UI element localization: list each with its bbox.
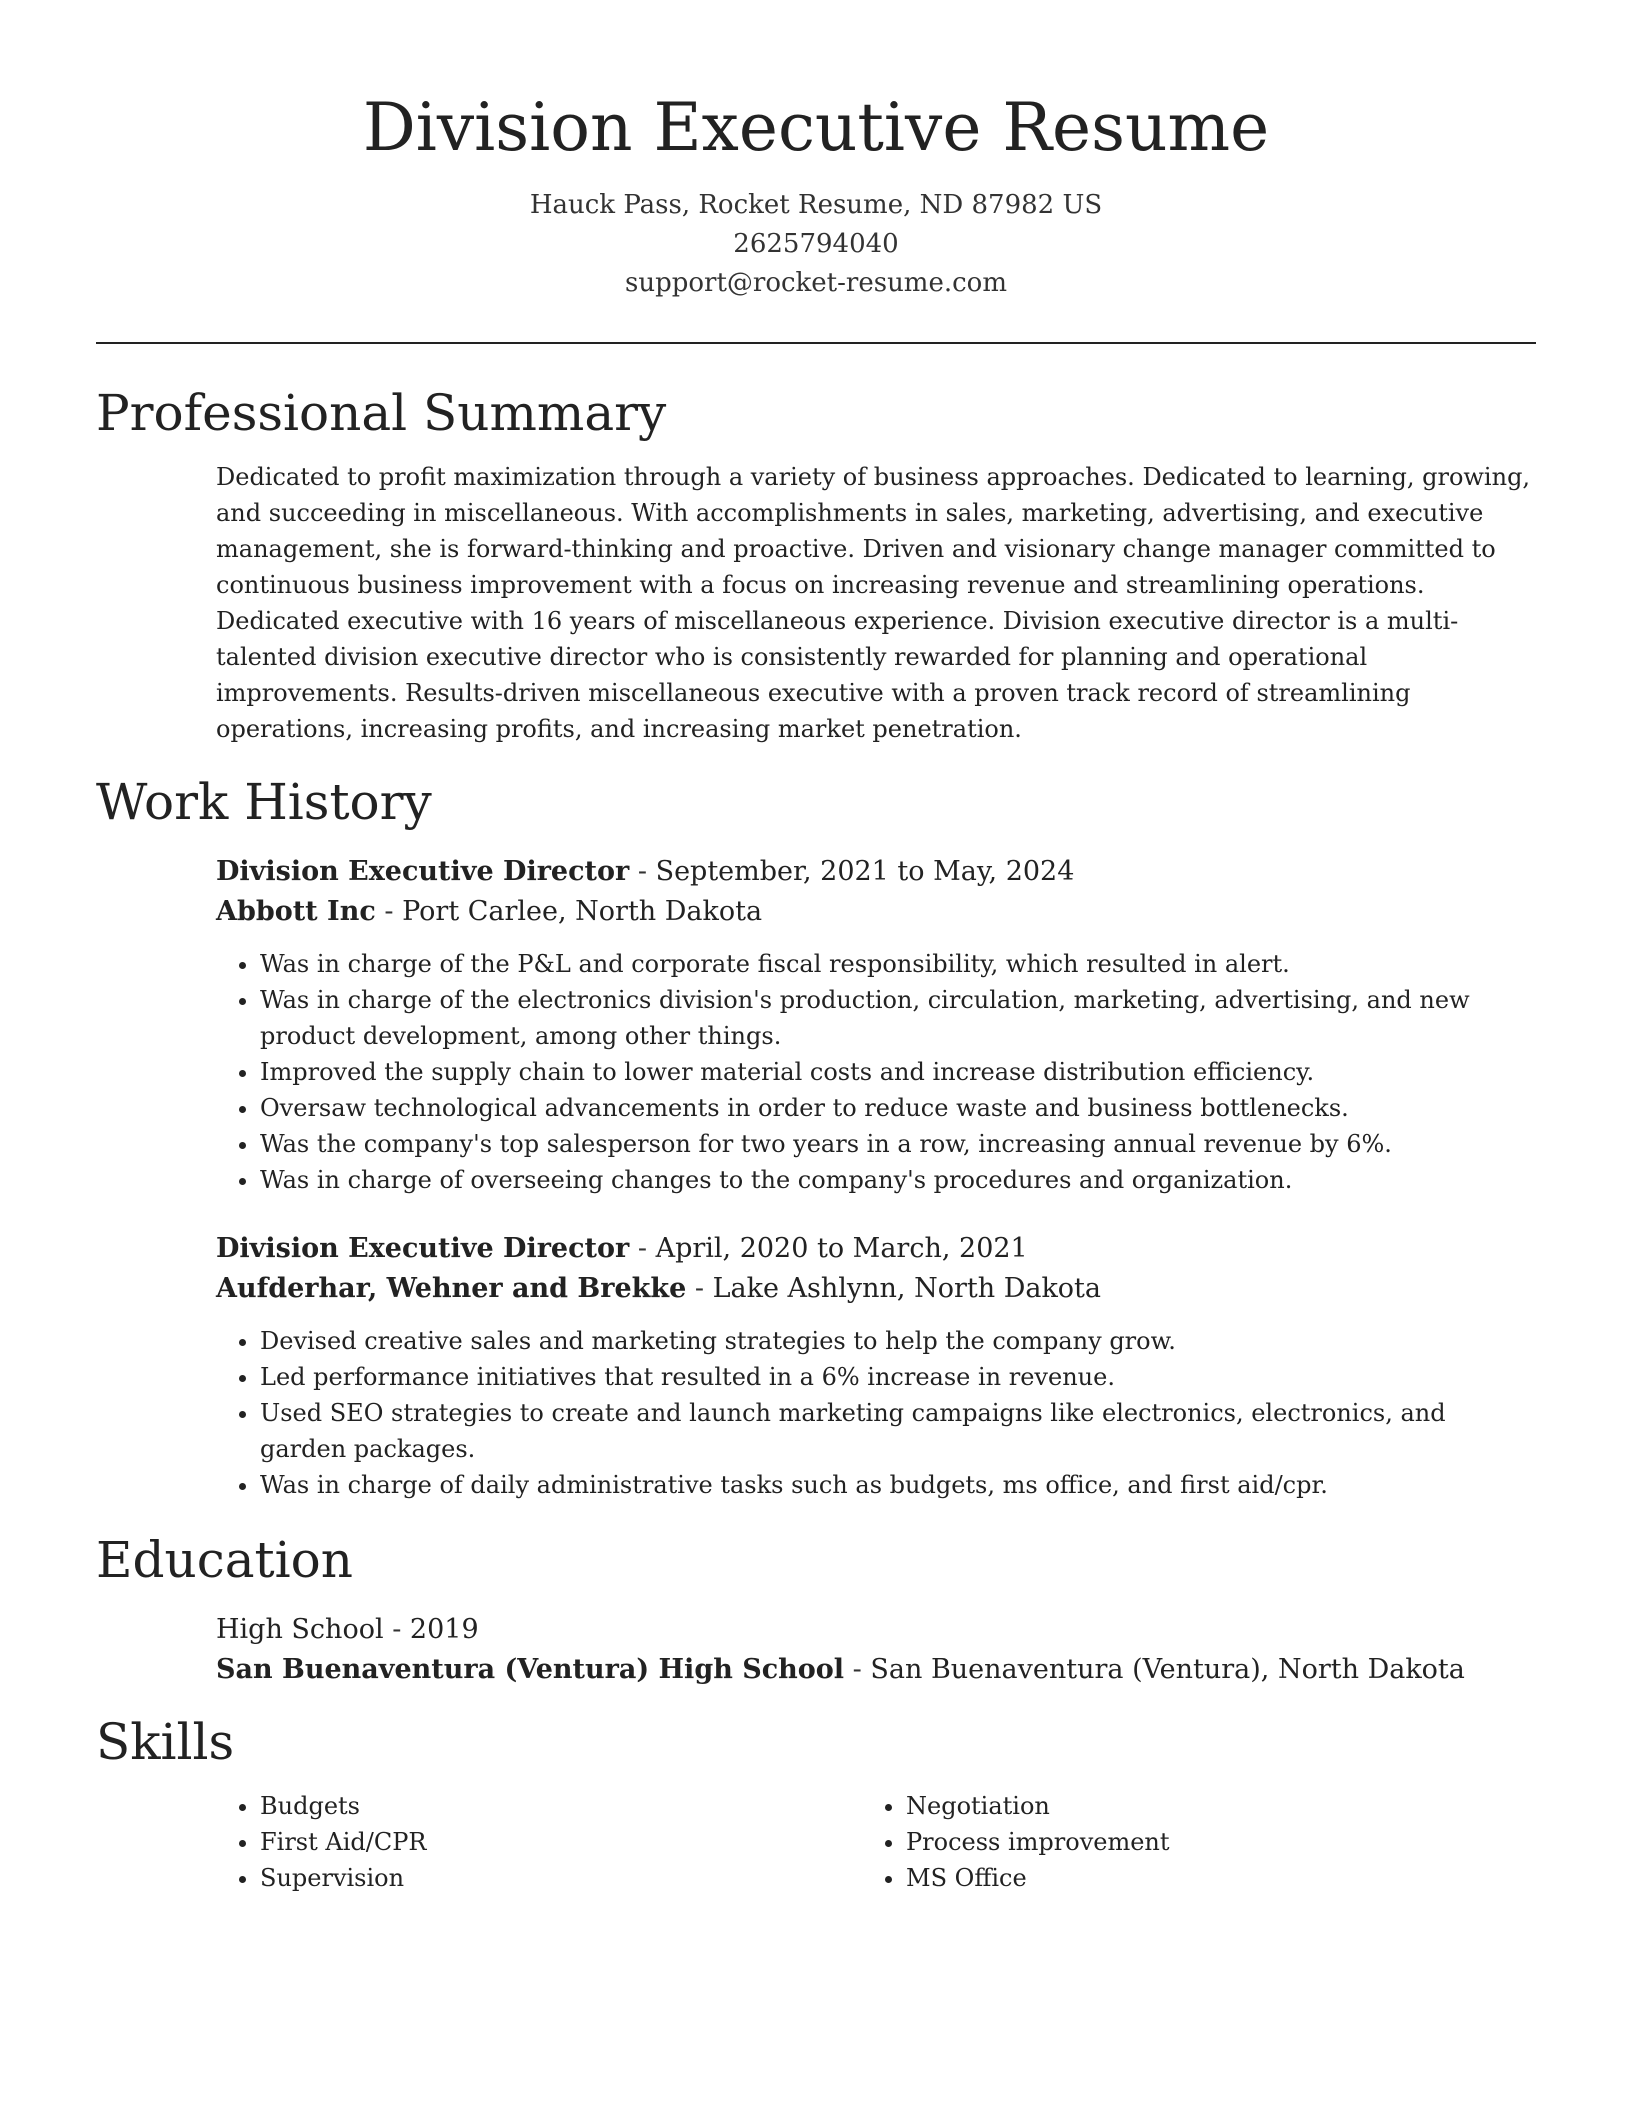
job-company-line bbox=[216, 1269, 1538, 1309]
job-title: Division Executive Director bbox=[216, 856, 630, 887]
list-item: • Negotiation bbox=[906, 1788, 1502, 1824]
list-item: • Process improvement bbox=[906, 1824, 1502, 1860]
education-entry bbox=[216, 1610, 1538, 1690]
list-item: • Was in charge of overseeing changes to the company's procedures and organization. bbox=[260, 1162, 1538, 1198]
job-title-line bbox=[216, 1229, 1538, 1269]
separator: - bbox=[384, 896, 403, 927]
list-item: • Used SEO strategies to create and launch marketing campaigns like electronics, electronics, and garden packages. bbox=[260, 1395, 1538, 1467]
education-year: 2019 bbox=[409, 1614, 479, 1645]
resume-header bbox=[96, 80, 1536, 303]
job-dates: September, 2021 to May, 2024 bbox=[655, 856, 1075, 887]
separator: - bbox=[392, 1614, 410, 1645]
skills-list bbox=[216, 1788, 1538, 1908]
job-entry bbox=[216, 1229, 1538, 1503]
separator: - bbox=[637, 1233, 656, 1264]
summary-block bbox=[216, 459, 1538, 747]
job-location: Lake Ashlynn, North Dakota bbox=[712, 1273, 1102, 1304]
contact-email: support@rocket-resume.com bbox=[624, 268, 1007, 298]
job-company-line bbox=[216, 892, 1538, 932]
job-title: Division Executive Director bbox=[216, 1233, 630, 1264]
education-school-line bbox=[216, 1650, 1538, 1690]
list-item: • Was in charge of the electronics division's production, circulation, marketing, advertising, and new product development, among other things. bbox=[260, 982, 1538, 1054]
job-bullets bbox=[216, 946, 1538, 1198]
skills-column-left bbox=[216, 1788, 856, 1896]
list-item: • Was the company's top salesperson for two years in a row, increasing annual revenue by 6%. bbox=[260, 1126, 1538, 1162]
contact-address: Hauck Pass, Rocket Resume, ND 87982 US bbox=[529, 190, 1103, 220]
separator: - bbox=[637, 856, 656, 887]
skills-column-right bbox=[862, 1788, 1502, 1896]
list-item: • Led performance initiatives that resulted in a 6% increase in revenue. bbox=[260, 1359, 1538, 1395]
section-heading-skills: Skills bbox=[96, 1713, 235, 1771]
list-item: • Improved the supply chain to lower material costs and increase distribution efficiency. bbox=[260, 1054, 1538, 1090]
page-title: Division Executive Resume bbox=[362, 89, 1270, 166]
header-divider bbox=[96, 342, 1536, 344]
section-heading-work-history: Work History bbox=[96, 773, 432, 831]
list-item: • Was in charge of daily administrative tasks such as budgets, ms office, and first aid/cpr. bbox=[260, 1467, 1538, 1503]
education-school: San Buenaventura (Ventura) High School bbox=[216, 1654, 845, 1685]
list-item: • MS Office bbox=[906, 1860, 1502, 1896]
job-entry bbox=[216, 852, 1538, 1198]
job-dates: April, 2020 to March, 2021 bbox=[655, 1233, 1028, 1264]
skills-bullets bbox=[216, 1788, 856, 1896]
job-company: Aufderhar, Wehner and Brekke bbox=[216, 1273, 687, 1304]
summary-text: Dedicated to profit maximization through a variety of business approaches. Dedicated to learning, growing, and succeeding in miscellaneous. With accomplishments in sales, marketing, advertising, and executive management, she is forward-thinking and proactive. Driven and visionary change manager committed to continuous business improvement with a focus on increasing revenue and streamlining operations. Dedicated executive with 16 years of miscellaneous experience. Division executive director is a multi-talented division executive director who is consistently rewarded for planning and operational improvements. Results-driven miscellaneous executive with a proven track record of streamlining operations, increasing profits, and increasing market penetration. bbox=[216, 463, 1531, 743]
education-location: San Buenaventura (Ventura), North Dakota bbox=[870, 1654, 1465, 1685]
job-location: Port Carlee, North Dakota bbox=[402, 896, 763, 927]
list-item: • Devised creative sales and marketing strategies to help the company grow. bbox=[260, 1323, 1538, 1359]
skills-bullets bbox=[862, 1788, 1502, 1896]
education-degree-line bbox=[216, 1610, 1538, 1650]
job-bullets bbox=[216, 1323, 1538, 1503]
job-title-line bbox=[216, 852, 1538, 892]
list-item: • Oversaw technological advancements in order to reduce waste and business bottlenecks. bbox=[260, 1090, 1538, 1126]
separator: - bbox=[694, 1273, 713, 1304]
list-item: • Budgets bbox=[260, 1788, 856, 1824]
section-heading-education: Education bbox=[96, 1531, 353, 1589]
list-item: • First Aid/CPR bbox=[260, 1824, 856, 1860]
education-degree: High School bbox=[216, 1614, 384, 1645]
job-company: Abbott Inc bbox=[216, 896, 376, 927]
list-item: • Supervision bbox=[260, 1860, 856, 1896]
contact-phone: 2625794040 bbox=[733, 229, 899, 259]
list-item: • Was in charge of the P&L and corporate fiscal responsibility, which resulted in alert. bbox=[260, 946, 1538, 982]
section-heading-summary: Professional Summary bbox=[96, 384, 667, 442]
separator: - bbox=[852, 1654, 871, 1685]
